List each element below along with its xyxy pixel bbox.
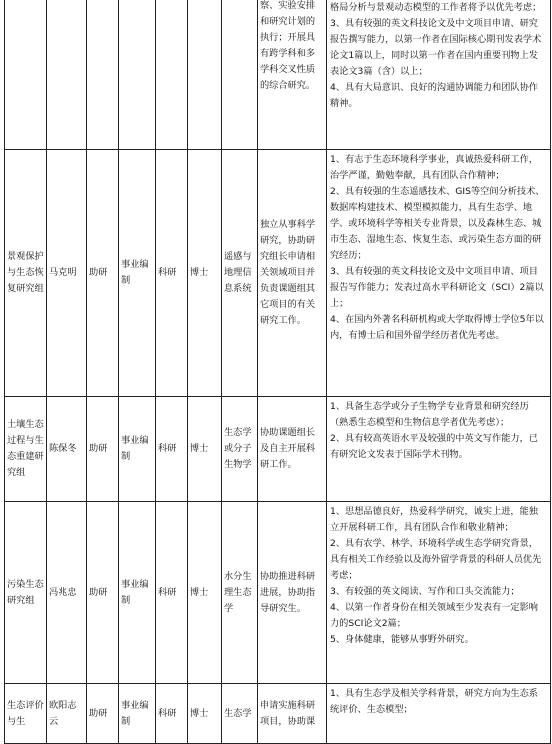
degree-cell <box>188 150 222 397</box>
series-cell-text: 科研 <box>158 586 177 598</box>
staffing-cell-text: 事业编制 <box>121 259 149 286</box>
requirement-item: 2、具有较高英语水平及较强的中英文写作能力，已有研究论文发表于国际学术刊物。 <box>330 433 538 460</box>
title-cell <box>87 502 119 684</box>
degree-cell <box>188 684 222 744</box>
major-cell <box>222 397 258 502</box>
major-cell-text: 生态学 <box>224 707 252 719</box>
requirement-item: 1、思想品德良好，热爱科学研究，诚实上进，能独立开展科研工作，具有团队合作和敬业精神； <box>330 506 538 533</box>
group-cell-text: 生态评价与生 <box>7 699 44 727</box>
table-body <box>5 0 551 744</box>
title-cell-text: 助研 <box>89 586 108 598</box>
duty-cell <box>258 684 327 744</box>
series-cell <box>156 684 188 744</box>
staffing-cell <box>119 150 156 397</box>
requirements-cell <box>327 502 551 684</box>
series-cell <box>156 502 188 684</box>
major-cell-text: 生态学或分子生物学 <box>224 427 252 470</box>
table-row <box>5 0 551 150</box>
duty-cell-text: 协助推进科研进展，协助指导研究生。 <box>260 570 316 614</box>
requirement-item: 3、具有较强的英文科技论文及中文项目申请、研究报告撰写能力，以第一作者在国际核心期刊发表学术论文1篇以上，同时以第一作者在国内重要刊物上发表论文3篇（含）以上； <box>330 18 542 77</box>
degree-cell <box>188 397 222 502</box>
major-cell <box>222 684 258 744</box>
duty-cell-text: 协助课题组长及自主开展科研工作。 <box>260 427 316 470</box>
major-cell-text: 水分生理生态学 <box>224 570 252 614</box>
table-row <box>5 502 551 684</box>
duty-cell <box>258 502 327 684</box>
duty-cell-text: 独立从事科学研究，协助研究组长申请相关领域项目并负责课题组其它项目的有关研究工作。 <box>260 219 316 326</box>
group-cell-text: 污染生态研究组 <box>7 578 44 606</box>
requirements-cell <box>327 0 551 150</box>
duty-cell-text: 申请实施科研项目，协助课 <box>260 699 316 727</box>
group-cell <box>5 684 47 744</box>
staffing-cell <box>119 502 156 684</box>
requirement-item: 3、具有较强的英文科技论文及中文项目申请、项目报告写作能力；发表过高水平科研论文（SCI）2篇以上； <box>330 266 544 309</box>
group-cell-text: 景观保护与生态恢复研究组 <box>7 251 44 294</box>
requirement-item: 2、具有农学、林学、环境科学或生态学研究背景，具有相关工作经验以及海外留学背景的科研人员优先考虑； <box>330 538 542 581</box>
staffing-cell <box>119 397 156 502</box>
degree-cell-text: 博士 <box>190 267 209 278</box>
requirements-cell <box>327 150 551 397</box>
person-cell <box>47 397 87 502</box>
group-cell <box>5 502 47 684</box>
duty-cell <box>258 397 327 502</box>
group-cell <box>5 150 47 397</box>
person-cell <box>47 684 87 744</box>
series-cell <box>156 397 188 502</box>
requirement-item: 5、身体健康，能够从事野外研究。 <box>330 634 474 645</box>
duty-cell <box>258 150 327 397</box>
requirement-item: 4、具有大局意识、良好的沟通协调能力和团队协作精神。 <box>330 82 538 109</box>
requirements-cell <box>327 684 551 744</box>
staffing-cell <box>119 684 156 744</box>
major-cell <box>222 0 258 150</box>
recruitment-table <box>4 0 551 744</box>
degree-cell-text: 博士 <box>190 586 209 598</box>
group-cell <box>5 397 47 502</box>
requirement-item: 格局分析与景观动态模型的工作者将予以优先考虑； <box>330 2 542 13</box>
series-cell-text: 科研 <box>158 267 177 278</box>
requirement-item: 1、具有生态学及相关学科背景，研究方向为生态系统评价、生态模型； <box>330 688 538 715</box>
group-cell <box>5 0 47 150</box>
person-cell-text: 冯兆忠 <box>49 586 77 598</box>
degree-cell-text: 博士 <box>190 707 209 719</box>
person-cell <box>47 150 87 397</box>
series-cell-text: 科研 <box>158 443 177 454</box>
degree-cell-text: 博士 <box>190 443 209 454</box>
requirement-item: 4、以第一作者身份在相关领域至少发表有一定影响力的SCI论文2篇； <box>330 602 538 629</box>
group-cell-text: 土壤生态过程与生态重建研究组 <box>7 419 44 478</box>
staffing-cell-text: 事业编制 <box>121 578 149 606</box>
person-cell-text: 欧阳志云 <box>49 699 77 727</box>
series-cell <box>156 150 188 397</box>
title-cell-text: 助研 <box>89 443 108 454</box>
title-cell <box>87 397 119 502</box>
requirement-item: 3、有较强的英文阅读、写作和口头交流能力； <box>330 586 520 597</box>
person-cell-text: 陈保冬 <box>49 443 77 454</box>
title-cell <box>87 150 119 397</box>
degree-cell <box>188 502 222 684</box>
staffing-cell <box>119 0 156 150</box>
requirements-cell <box>327 397 551 502</box>
person-cell <box>47 502 87 684</box>
major-cell <box>222 150 258 397</box>
series-cell <box>156 0 188 150</box>
requirement-item: 2、具有较强的生态遥感技术、GIS等空间分析技术、数据库构建技术、模型模拟能力，具有生态学、地学、或环境科学等相关专业背景，以及森林生态、城市生态、湿地生态、恢复生态、或污染生态方面的研究经历； <box>330 186 545 261</box>
person-cell <box>47 0 87 150</box>
requirement-item: 4、在国内外著名科研机构或大学取得博士学位5年以内，有博士后和国外留学经历者优先考虑。 <box>330 314 544 341</box>
table-row <box>5 684 551 744</box>
person-cell-text: 马克明 <box>49 267 77 278</box>
staffing-cell-text: 事业编制 <box>121 699 149 727</box>
title-cell <box>87 684 119 744</box>
degree-cell <box>188 0 222 150</box>
major-cell <box>222 502 258 684</box>
major-cell-text: 遥感与地理信息系统 <box>224 251 252 294</box>
duty-cell <box>258 0 327 150</box>
series-cell-text: 科研 <box>158 707 177 719</box>
table-row <box>5 150 551 397</box>
staffing-cell-text: 事业编制 <box>121 435 149 462</box>
requirement-item: 1、具备生态学或分子生物学专业背景和研究经历（熟悉生态模型和生物信息学者优先考虑）； <box>330 401 529 428</box>
requirement-item: 1、有志于生态环境科学事业，真诚热爱科研工作，治学严谨，勤勉奉献，具有团队合作精神； <box>330 154 538 181</box>
title-cell <box>87 0 119 150</box>
table-row <box>5 397 551 502</box>
title-cell-text: 助研 <box>89 707 108 719</box>
duty-cell-text: 察、实验安排和研究计划的执行；开展具有跨学科和多学科交叉性质的综合研究。 <box>260 0 316 91</box>
title-cell-text: 助研 <box>89 267 108 278</box>
